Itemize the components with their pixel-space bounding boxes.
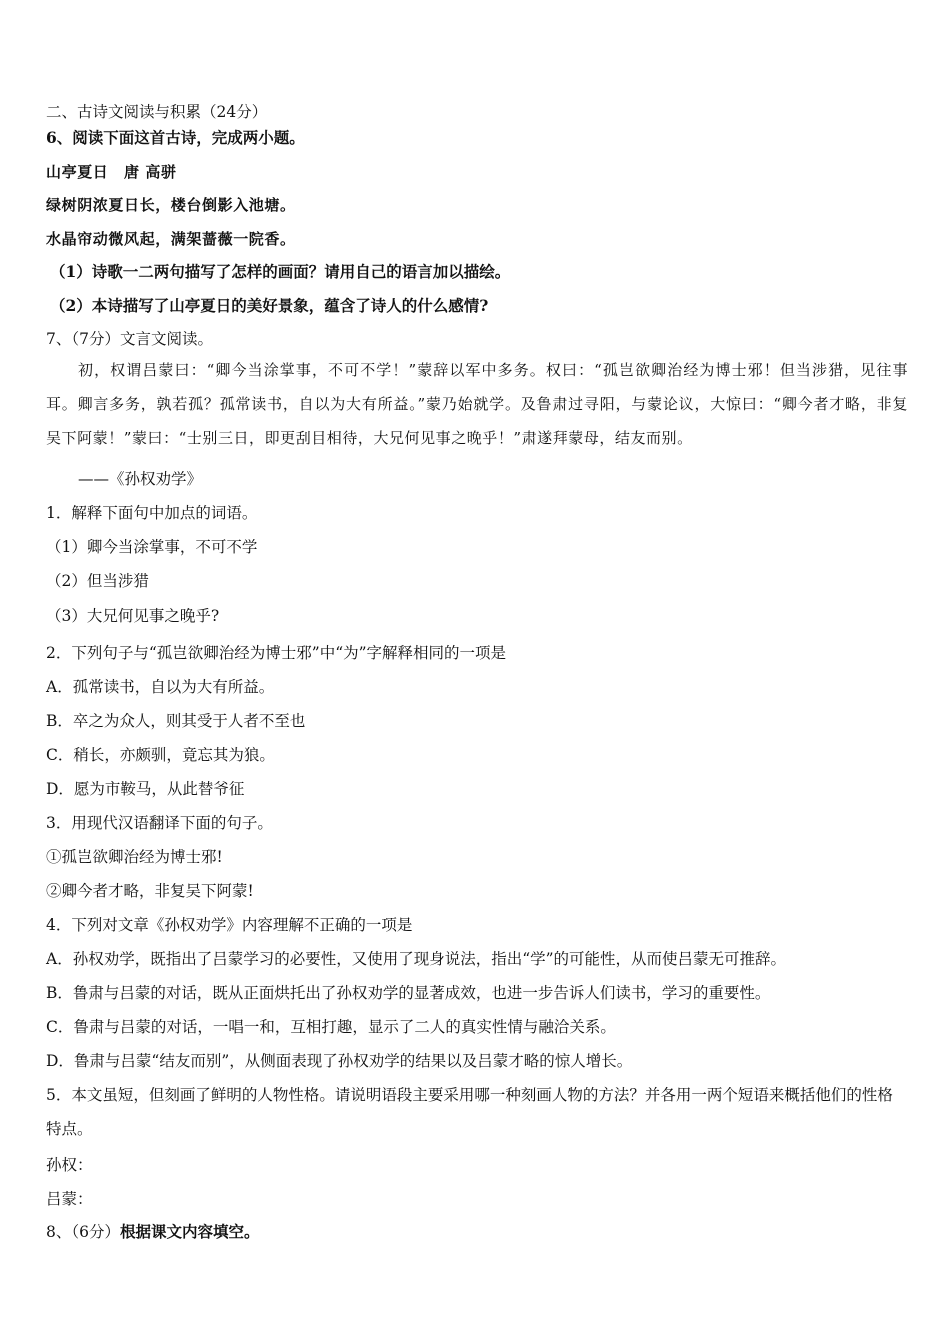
q7-item: 2．下列句子与“孤岂欲卿治经为博士邪”中“为”字解释相同的一项是 — [46, 644, 507, 662]
passage-source: ——《孙权劝学》 — [78, 470, 203, 488]
q7-item: 3．用现代汉语翻译下面的句子。 — [46, 814, 273, 832]
answer-label-lvmeng: 吕蒙： — [46, 1190, 93, 1208]
q7-option: C．稍长，亦颇驯，竟忘其为狼。 — [46, 746, 275, 764]
poem-line-2: 水晶帘动微风起，满架蔷薇一院香。 — [46, 230, 296, 248]
q6-sub-question-1: （1）诗歌一二两句描写了怎样的画面？请用自己的语言加以描绘。 — [50, 262, 511, 281]
classical-passage: 初，权谓吕蒙曰：“卿今当涂掌事，不可不学！”蒙辞以军中多务。权曰：“孤岂欲卿治经为博士邪！但当涉猎，见往事耳。卿言多务，孰若孤？孤常读书，自以为大有所益。”蒙乃始就学。及鲁肃过寻阳，与蒙论议，大惊曰：“卿今者才略，非复吴下阿蒙！”蒙曰：“士别三日，即更刮目相待，大兄何见事之晚乎！”肃遂拜蒙母，结友而别。 — [46, 361, 908, 447]
q7-option: D．愿为市鞍马，从此替爷征 — [46, 780, 245, 798]
q8-instruction: 根据课文内容填空。 — [119, 1222, 260, 1241]
q7-item: ②卿今者才略，非复吴下阿蒙! — [46, 882, 254, 900]
q7-option: B．鲁肃与吕蒙的对话，既从正面烘托出了孙权劝学的显著成效，也进一步告诉人们读书，学习的重要性。 — [46, 984, 771, 1002]
q6-heading: 6、阅读下面这首古诗，完成两小题。 — [46, 128, 305, 147]
q7-option: A．孤常读书，自以为大有所益。 — [46, 678, 275, 696]
q7-item: 4．下列对文章《孙权劝学》内容理解不正确的一项是 — [46, 916, 413, 934]
q8-number: 8、（6分） — [46, 1223, 120, 1241]
q7-question-5: 5．本文虽短，但刻画了鲜明的人物性格。请说明语段主要采用哪一种刻画人物的方法？并各用一两个短语来概括他们的性格特点。 — [46, 1086, 893, 1138]
q7-item: （1）卿今当涂掌事，不可不学 — [46, 538, 258, 556]
q7-item: （3）大兄何见事之晚乎? — [46, 607, 220, 625]
q7-item: 1．解释下面句中加点的词语。 — [46, 504, 258, 522]
poem-line-1: 绿树阴浓夏日长，楼台倒影入池塘。 — [46, 196, 296, 214]
q6-sub-question-2: （2）本诗描写了山亭夏日的美好景象，蕴含了诗人的什么感情? — [50, 296, 489, 315]
q8-heading — [46, 1222, 260, 1242]
answer-label-sunquan: 孙权： — [46, 1156, 93, 1174]
q7-option: C．鲁肃与吕蒙的对话，一唱一和，互相打趣，显示了二人的真实性情与融洽关系。 — [46, 1018, 616, 1036]
section-title: 二、古诗文阅读与积累（24分） — [46, 103, 268, 121]
q7-item: （2）但当涉猎 — [46, 572, 149, 590]
q7-option: D．鲁肃与吕蒙“结友而别”，从侧面表现了孙权劝学的结果以及吕蒙才略的惊人增长。 — [46, 1052, 633, 1070]
q7-heading: 7、（7分）文言文阅读。 — [46, 330, 213, 348]
q7-option: B．卒之为众人，则其受于人者不至也 — [46, 712, 306, 730]
poem-title: 山亭夏日 唐 高骈 — [46, 163, 177, 181]
q7-option: A．孙权劝学，既指出了吕蒙学习的必要性，又使用了现身说法，指出“学”的可能性，从而使吕蒙无可推辞。 — [46, 950, 787, 968]
q7-item: ①孤岂欲卿治经为博士邪! — [46, 848, 223, 866]
